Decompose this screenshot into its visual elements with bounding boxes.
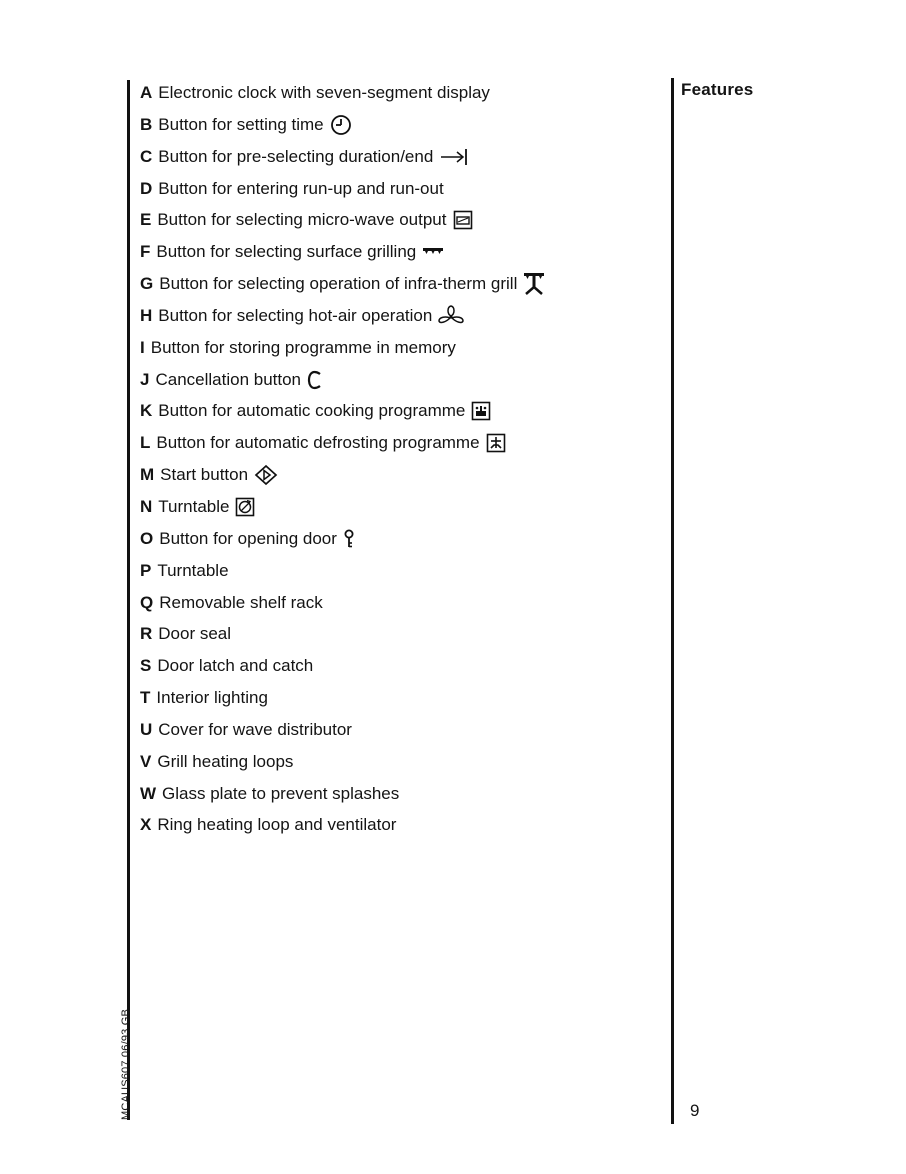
item-letter: N xyxy=(140,496,153,516)
start-diamond-icon xyxy=(254,462,278,488)
item-letter: G xyxy=(140,274,154,294)
list-item xyxy=(140,367,545,399)
item-letter: H xyxy=(140,305,153,325)
item-letter: Q xyxy=(140,592,154,612)
item-letter: M xyxy=(140,465,155,485)
item-text: Grill heating loops xyxy=(157,751,294,771)
list-item xyxy=(140,239,545,271)
list-item xyxy=(140,430,545,462)
list-item xyxy=(140,398,545,430)
surface-grill-icon xyxy=(422,239,444,265)
list-item xyxy=(140,303,545,335)
item-text: Button for selecting operation of infra-therm grill xyxy=(159,274,518,294)
item-text: Button for automatic cooking programme xyxy=(158,401,466,421)
section-title: Features xyxy=(681,80,754,99)
item-letter: P xyxy=(140,560,152,580)
microwave-box-icon xyxy=(453,207,473,233)
features-list xyxy=(140,80,545,844)
item-letter: T xyxy=(140,688,151,708)
item-letter: E xyxy=(140,210,152,230)
item-letter: B xyxy=(140,114,153,134)
item-text: Button for automatic defrosting programme xyxy=(156,433,480,453)
item-text: Button for opening door xyxy=(159,528,337,548)
list-item xyxy=(140,749,545,781)
item-text: Turntable xyxy=(157,560,229,580)
item-text: Button for storing programme in memory xyxy=(150,337,456,357)
item-letter: K xyxy=(140,401,153,421)
list-item xyxy=(140,590,545,622)
list-item xyxy=(140,717,545,749)
item-letter: V xyxy=(140,751,152,771)
list-item xyxy=(140,207,545,239)
item-letter: O xyxy=(140,528,154,548)
item-letter: J xyxy=(140,369,150,389)
list-item xyxy=(140,462,545,494)
list-item xyxy=(140,685,545,717)
list-item xyxy=(140,80,545,112)
item-letter: I xyxy=(140,337,145,357)
left-margin-rule xyxy=(127,80,130,1120)
list-item xyxy=(140,781,545,813)
item-text: Button for pre-selecting duration/end xyxy=(158,146,434,166)
turntable-box-icon xyxy=(235,494,255,520)
list-item xyxy=(140,335,545,367)
list-item xyxy=(140,653,545,685)
fan-icon xyxy=(438,303,464,329)
list-item xyxy=(140,494,545,526)
item-letter: R xyxy=(140,624,153,644)
list-item xyxy=(140,558,545,590)
item-letter: F xyxy=(140,242,151,262)
item-letter: S xyxy=(140,656,152,676)
item-text: Cancellation button xyxy=(155,369,302,389)
item-text: Removable shelf rack xyxy=(159,592,323,612)
auto-defrost-box-icon xyxy=(486,430,506,456)
item-text: Start button xyxy=(160,465,249,485)
item-text: Turntable xyxy=(158,496,230,516)
arrow-to-bar-icon xyxy=(439,144,469,170)
item-letter: D xyxy=(140,178,153,198)
item-text: Button for selecting micro-wave output xyxy=(157,210,447,230)
list-item xyxy=(140,812,545,844)
item-text: Electronic clock with seven-segment display xyxy=(158,83,490,102)
item-letter: C xyxy=(140,146,153,166)
item-text: Ring heating loop and ventilator xyxy=(157,815,397,835)
page-number: 9 xyxy=(690,1101,700,1120)
item-text: Button for selecting hot-air operation xyxy=(158,305,433,325)
item-text: Door latch and catch xyxy=(157,656,314,676)
item-text: Cover for wave distributor xyxy=(158,719,352,739)
document-code: MCAUS607 06/93 GB xyxy=(120,1008,132,1120)
item-text: Door seal xyxy=(158,624,232,644)
list-item xyxy=(140,112,545,144)
item-text: Button for selecting surface grilling xyxy=(156,242,417,262)
item-letter: W xyxy=(140,783,157,803)
list-item xyxy=(140,621,545,653)
list-item xyxy=(140,176,545,208)
item-text: Button for setting time xyxy=(158,114,324,134)
item-letter: X xyxy=(140,815,152,835)
item-letter: A xyxy=(140,83,153,102)
list-item xyxy=(140,144,545,176)
item-text: Button for entering run-up and run-out xyxy=(158,178,444,198)
auto-cook-box-icon xyxy=(471,398,491,424)
item-text: Glass plate to prevent splashes xyxy=(162,783,400,803)
cancel-c-icon xyxy=(307,367,323,393)
item-letter: L xyxy=(140,433,151,453)
key-icon xyxy=(343,526,355,552)
item-letter: U xyxy=(140,719,153,739)
item-text: Interior lighting xyxy=(156,688,268,708)
infra-therm-grill-icon xyxy=(523,271,545,297)
right-column-rule xyxy=(671,78,674,1124)
list-item xyxy=(140,271,545,303)
clock-icon xyxy=(330,112,352,138)
list-item xyxy=(140,526,545,558)
